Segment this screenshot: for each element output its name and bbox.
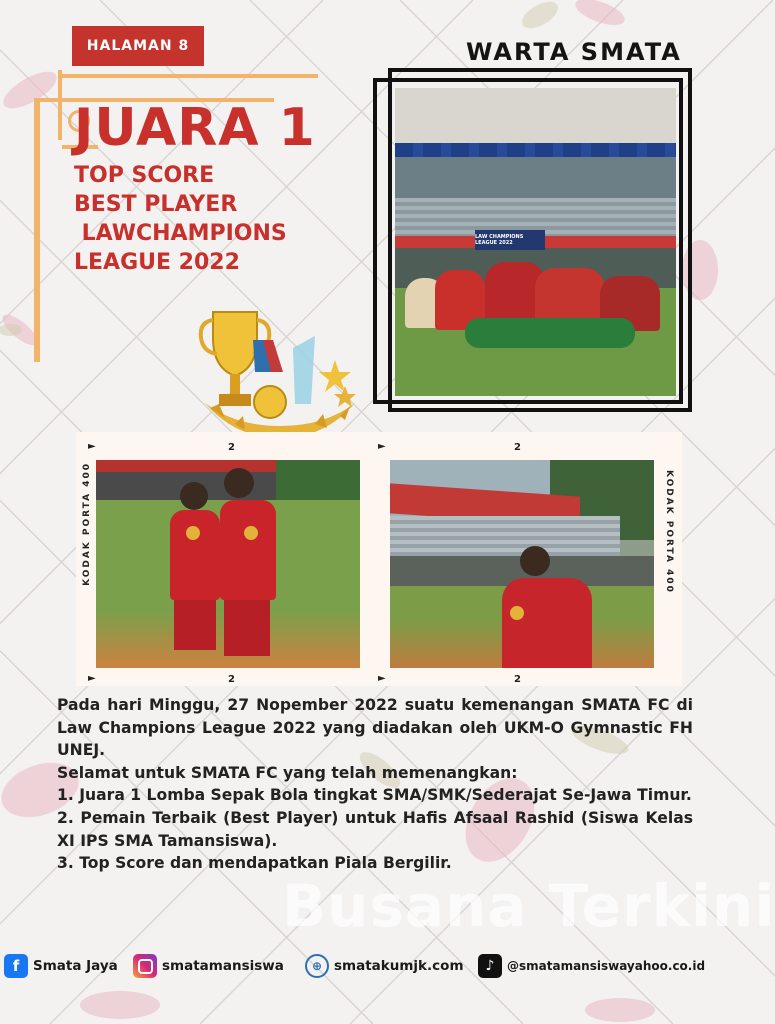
decor-line bbox=[58, 70, 62, 140]
instagram-link[interactable] bbox=[133, 954, 284, 978]
article-list-item: 3. Top Score dan mendapatkan Piala Bergilir. bbox=[57, 854, 452, 873]
article-list-item: 2. Pemain Terbaik (Best Player) untuk Hafis Afsaal Rashid (Siswa Kelas XI IPS SMA Tamansiswa). bbox=[57, 808, 693, 850]
article-list-item: 1. Juara 1 Lomba Sepak Bola tingkat SMA/SMK/Sederajat Se-Jawa Timur. bbox=[57, 786, 692, 805]
instagram-handle: smatamansiswa bbox=[162, 958, 284, 974]
trophy-icon bbox=[195, 308, 365, 443]
film-arrow-icon: ► bbox=[378, 673, 386, 684]
team-photo bbox=[395, 88, 676, 396]
film-frame-number: 2 bbox=[228, 442, 235, 453]
film-arrow-icon: ► bbox=[378, 441, 386, 452]
article-greeting: Selamat untuk SMATA FC yang telah memenangkan: bbox=[57, 763, 518, 782]
facebook-handle: Smata Jaya bbox=[33, 958, 118, 974]
best-player-photo bbox=[390, 460, 654, 668]
headline: JUARA 1 bbox=[74, 98, 316, 158]
subheadline-line: BEST PLAYER bbox=[74, 192, 238, 217]
subheadline-line: TOP SCORE bbox=[74, 163, 215, 188]
subheadline-line: LEAGUE 2022 bbox=[74, 250, 240, 275]
event-banner: LAW CHAMPIONS LEAGUE 2022 bbox=[475, 230, 545, 250]
website-url: smatakumjk.com bbox=[334, 958, 464, 974]
film-brand-label: KODAK PORTA 400 bbox=[664, 470, 674, 594]
page-label: HALAMAN 8 bbox=[72, 26, 204, 66]
facebook-link[interactable] bbox=[4, 954, 118, 978]
film-arrow-icon: ► bbox=[88, 673, 96, 684]
film-arrow-icon: ► bbox=[88, 441, 96, 452]
film-frame-number: 2 bbox=[514, 442, 521, 453]
players-photo bbox=[96, 460, 360, 668]
instagram-icon bbox=[133, 954, 157, 978]
article-intro: Pada hari Minggu, 27 Nopember 2022 suatu kemenangan SMATA FC di Law Champions League 2022 yang diadakan oleh UKM-O Gymnastic FH UNEJ. bbox=[57, 696, 693, 760]
tiktok-icon: ♪ bbox=[478, 954, 502, 978]
film-frame-number: 2 bbox=[514, 674, 521, 685]
subheadline-line: LAWCHAMPIONS bbox=[74, 221, 287, 246]
masthead-title: WARTA SMATA bbox=[466, 38, 682, 66]
decor-line bbox=[58, 74, 318, 78]
article-body bbox=[57, 694, 693, 875]
film-brand-label: KODAK PORTA 400 bbox=[82, 462, 92, 586]
globe-icon: ⊕ bbox=[305, 954, 329, 978]
tiktok-link[interactable] bbox=[478, 954, 705, 978]
website-link[interactable] bbox=[305, 954, 464, 978]
facebook-icon: f bbox=[4, 954, 28, 978]
film-frame-number: 2 bbox=[228, 674, 235, 685]
watermark: Busana Terkini bbox=[282, 872, 775, 940]
decor-line bbox=[34, 100, 40, 362]
tiktok-handle: @smatamansiswayahoo.co.id bbox=[507, 959, 706, 973]
